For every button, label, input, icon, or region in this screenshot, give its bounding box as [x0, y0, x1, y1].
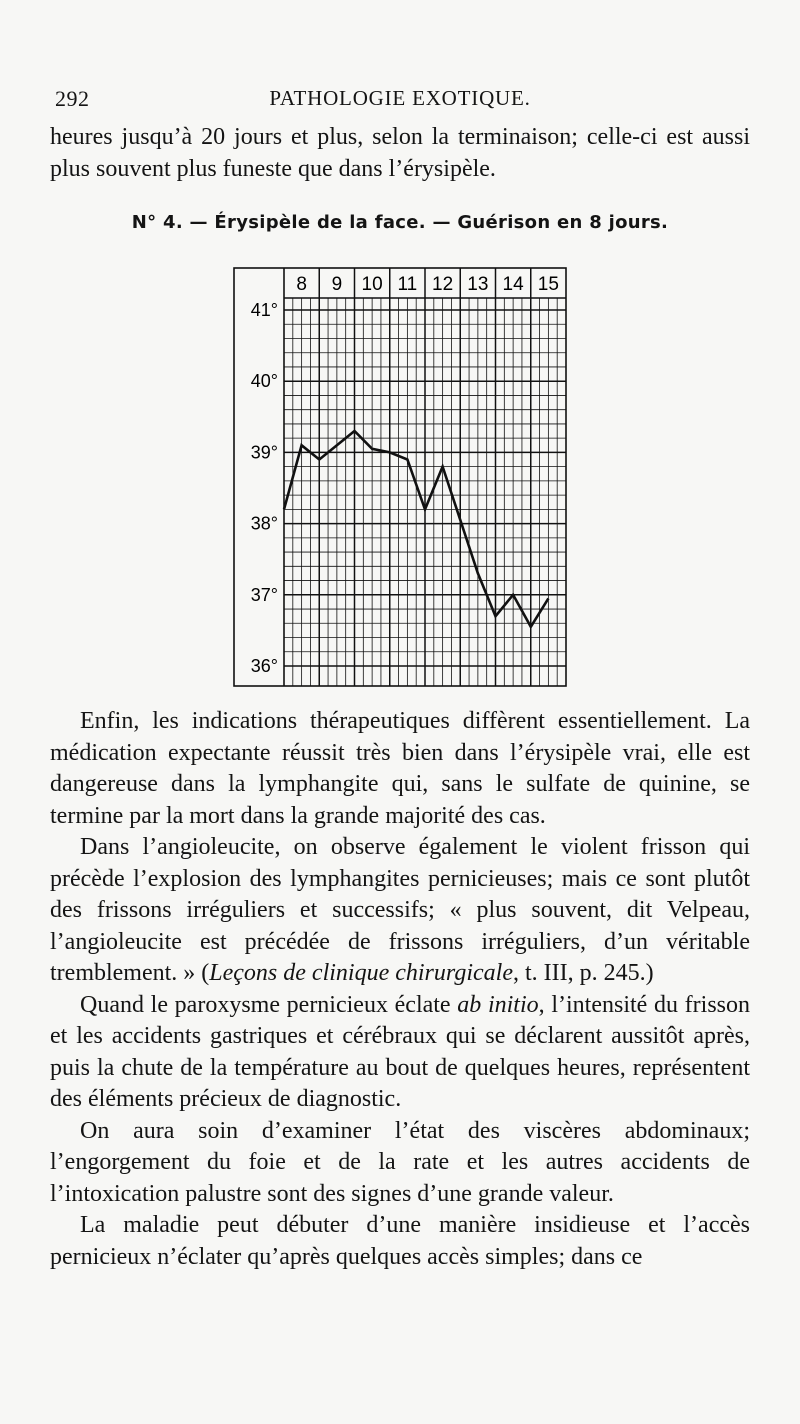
- day-label-14: 14: [502, 274, 524, 295]
- temperature-label-40: 40°: [250, 371, 278, 392]
- paragraph-therapeutics: Enfin, les indications thérapeutiques diffèrent essentiellement. La médication expectante réussit très bien dans l’érysipèle vrai, elle est dangereuse dans la lymphangite qui, sans le sulfate de quinine, se termine par la mort dans la grande majorité des cas.: [50, 708, 750, 829]
- day-label-12: 12: [432, 274, 454, 295]
- paragraph-onset: La maladie peut débuter d’une manière insidieuse et l’accès pernicieux n’éclater qu’après quelques accès simples; dans ce: [50, 1212, 750, 1270]
- running-title: PATHOLOGIE EXOTIQUE.: [269, 86, 531, 110]
- paragraph-paroxysm: [50, 990, 750, 1116]
- citation-title: Leçons de clinique chirurgicale: [209, 960, 513, 986]
- day-label-13: 13: [467, 274, 489, 295]
- day-label-8: 8: [296, 274, 307, 295]
- paroxysm-rest: , l’intensité du frisson et les accidents gastriques et cérébraux qui se déclarent aussitôt après, puis la chute de la température au bout de quelques heures, représentent des éléments précieux de diagnostic.: [50, 991, 751, 1112]
- paragraph-angioleucite: [50, 832, 750, 990]
- paroxysm-text: Quand le paroxysme pernicieux éclate: [80, 991, 458, 1018]
- temperature-chart: [228, 262, 573, 692]
- angioleucite-text: Dans l’angioleucite, on observe également le violent frisson qui précède l’explosion des lymphangites pernicieuses; mais ce sont plutôt des frissons irréguliers et successifs; « plus souvent, dit Velpeau, l’angioleucite est précédée de frissons irréguliers, d’un véritable tremblement. » (: [50, 834, 750, 986]
- paragraph-viscera: On aura soin d’examiner l’état des viscères abdominaux; l’engorgement du foie et de la rate et les autres accidents de l’intoxication palustre sont des signes d’une grande valeur.: [50, 1117, 750, 1207]
- temperature-label-36: 36°: [250, 656, 278, 676]
- lower-text-block: [50, 706, 750, 1273]
- day-label-15: 15: [537, 274, 559, 295]
- top-text-block: [50, 122, 750, 185]
- temperature-label-39: 39°: [250, 442, 278, 463]
- page-number: 292: [55, 86, 90, 111]
- day-label-11: 11: [397, 274, 418, 295]
- temperature-label-38: 38°: [250, 513, 278, 534]
- paragraph-top: heures jusqu’à 20 jours et plus, selon la terminaison; celle-ci est aussi plus souvent plus funeste que dans l’érysipèle.: [50, 124, 750, 182]
- temperature-label-37: 37°: [250, 584, 278, 605]
- figure-caption: N° 4. — Érysipèle de la face. — Guérison en 8 jours.: [131, 212, 669, 233]
- temperature-label-41: 41°: [250, 300, 278, 320]
- day-label-10: 10: [361, 274, 383, 295]
- day-label-9: 9: [331, 274, 343, 295]
- temperature-chart-svg: [228, 262, 573, 692]
- citation-rest: , t. III, p. 245.): [512, 960, 654, 986]
- ab-initio: ab initio: [457, 991, 539, 1018]
- page-header: [50, 86, 750, 122]
